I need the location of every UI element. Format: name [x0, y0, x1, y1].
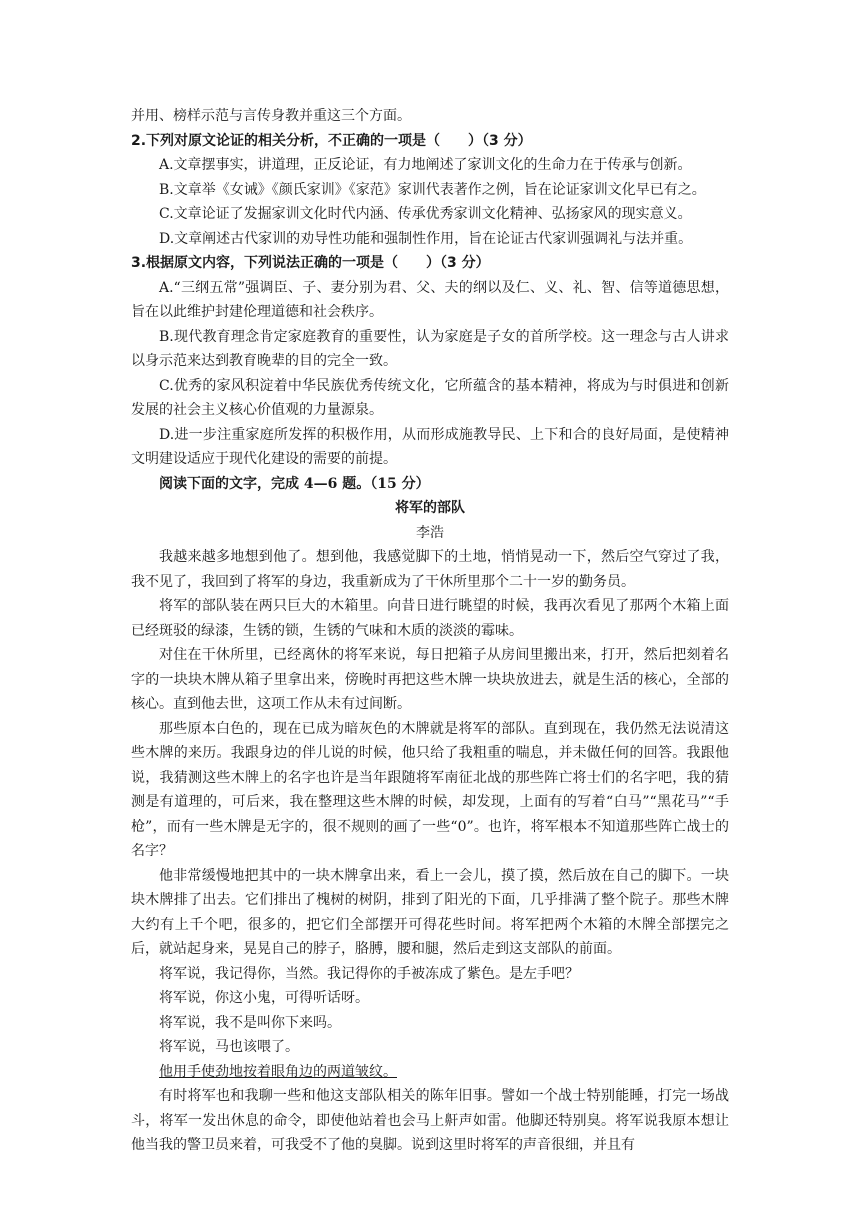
intro-tail-text: 并用、榜样示范与言传身教并重这三个方面。	[131, 108, 411, 124]
story-paragraph: 将军的部队装在两只巨大的木箱里。向昔日进行眺望的时候，我再次看见了那两个木箱上面已经斑驳的绿漆，生锈的锁，生锈的气味和木质的淡淡的霉味。	[131, 598, 729, 639]
story-paragraph: 将军说，你这小鬼，可得听话呀。	[159, 990, 369, 1006]
question-3-option-a: A.“三纲五常”强调臣、子、妻分别为君、父、夫的纲以及仁、义、礼、智、信等道德思想，旨在以此维护封建伦理道德和社会秩序。	[131, 279, 729, 320]
story-paragraph: 将军说，马也该喂了。	[159, 1039, 299, 1055]
question-2-option-a: A.文章摆事实，讲道理，正反论证，有力地阐述了家训文化的生命力在于传承与创新。	[159, 157, 692, 173]
story-author: 李浩	[416, 524, 444, 541]
question-3-option-b: B.现代教育理念肯定家庭教育的重要性，认为家庭是子女的首所学校。这一理念与古人讲求以身示范来达到教育晚辈的目的完全一致。	[131, 328, 729, 369]
question-3-option-d: D.进一步注重家庭所发挥的积极作用，从而形成施教导民、上下和合的良好局面，是使精神文明建设适应于现代化建设的需要的前提。	[131, 426, 729, 467]
story-paragraph: 他非常缓慢地把其中的一块木牌拿出来，看上一会儿，摸了摸，然后放在自己的脚下。一块块木牌排了出去。它们排出了槐树的树阴，排到了阳光的下面，几乎排满了整个院子。那些木牌大约有上千个吧，很多的，把它们全部摆开可得花些时间。将军把两个木箱的木牌全部摆完之后，就站起身来，晃晃自己的脖子，胳膊，腰和腿，然后走到这支部队的前面。	[131, 867, 729, 957]
story-paragraph: 那些原本白色的，现在已成为暗灰色的木牌就是将军的部队。直到现在，我仍然无法说清这些木牌的来历。我跟身边的伴儿说的时候，他只给了我粗重的喘息，并未做任何的回答。我跟他说，我猜测这些木牌上的名字也许是当年跟随将军南征北战的那些阵亡将士们的名字吧，我的猜测是有道理的，可后来，我在整理这些木牌的时候，却发现，上面有的写着“白马”“黑花马”“手枪”，而有一些木牌是无字的，很不规则的画了一些“0”。也许，将军根本不知道那些阵亡战士的名字？	[131, 720, 729, 859]
document-page	[131, 104, 729, 1158]
story-underlined-sentence	[131, 1060, 729, 1085]
question-2-stem: 2.下列对原文论证的相关分析，不正确的一项是（ ）（3 分）	[131, 132, 532, 149]
reading-prompt: 阅读下面的文字，完成 4—6 题。（15 分）	[159, 475, 430, 492]
story-paragraph: 对住在干休所里，已经离休的将军来说，每日把箱子从房间里搬出来，打开，然后把刻着名字的一块块木牌从箱子里拿出来，傍晚时再把这些木牌一块块放进去，就是生活的核心，全部的核心。直到他去世，这项工作从未有过间断。	[131, 647, 729, 712]
question-3-stem: 3.根据原文内容，下列说法正确的一项是（ ）（3 分）	[131, 255, 490, 271]
underlined-text: 他用手使劲地按着眼角边的两道皱纹。	[159, 1063, 397, 1080]
story-paragraph: 将军说，我记得你，当然。我记得你的手被冻成了紫色。是左手吧？	[159, 965, 579, 982]
story-paragraph: 有时将军也和我聊一些和他这支部队相关的陈年旧事。譬如一个战士特别能睡，打完一场战斗，将军一发出休息的命令，即使他站着也会马上鼾声如雷。他脚还特别臭。将军说我原本想让他当我的警卫员来着，可我受不了他的臭脚。说到这里时将军的声音很细，并且有	[131, 1088, 729, 1153]
story-paragraph: 我越来越多地想到他了。想到他，我感觉脚下的土地，悄悄晃动一下，然后空气穿过了我，我不见了，我回到了将军的身边，我重新成为了干休所里那个二十一岁的勤务员。	[131, 549, 729, 590]
story-paragraph: 将军说，我不是叫你下来吗。	[159, 1014, 341, 1031]
story-title: 将军的部队	[395, 500, 465, 516]
question-2-option-d: D.文章阐述古代家训的劝导性功能和强制性作用，旨在论证古代家训强调礼与法并重。	[159, 230, 693, 247]
question-2-option-c: C.文章论证了发掘家训文化时代内涵、传承优秀家训文化精神、弘扬家风的现实意义。	[159, 206, 692, 222]
question-3-option-c: C.优秀的家风积淀着中华民族优秀传统文化，它所蕴含的基本精神，将成为与时俱进和创新发展的社会主义核心价值观的力量源泉。	[131, 377, 729, 418]
question-2-option-b: B.文章举《女诫》《颜氏家训》《家范》家训代表著作之例，旨在论证家训文化早已有之。	[159, 181, 706, 198]
